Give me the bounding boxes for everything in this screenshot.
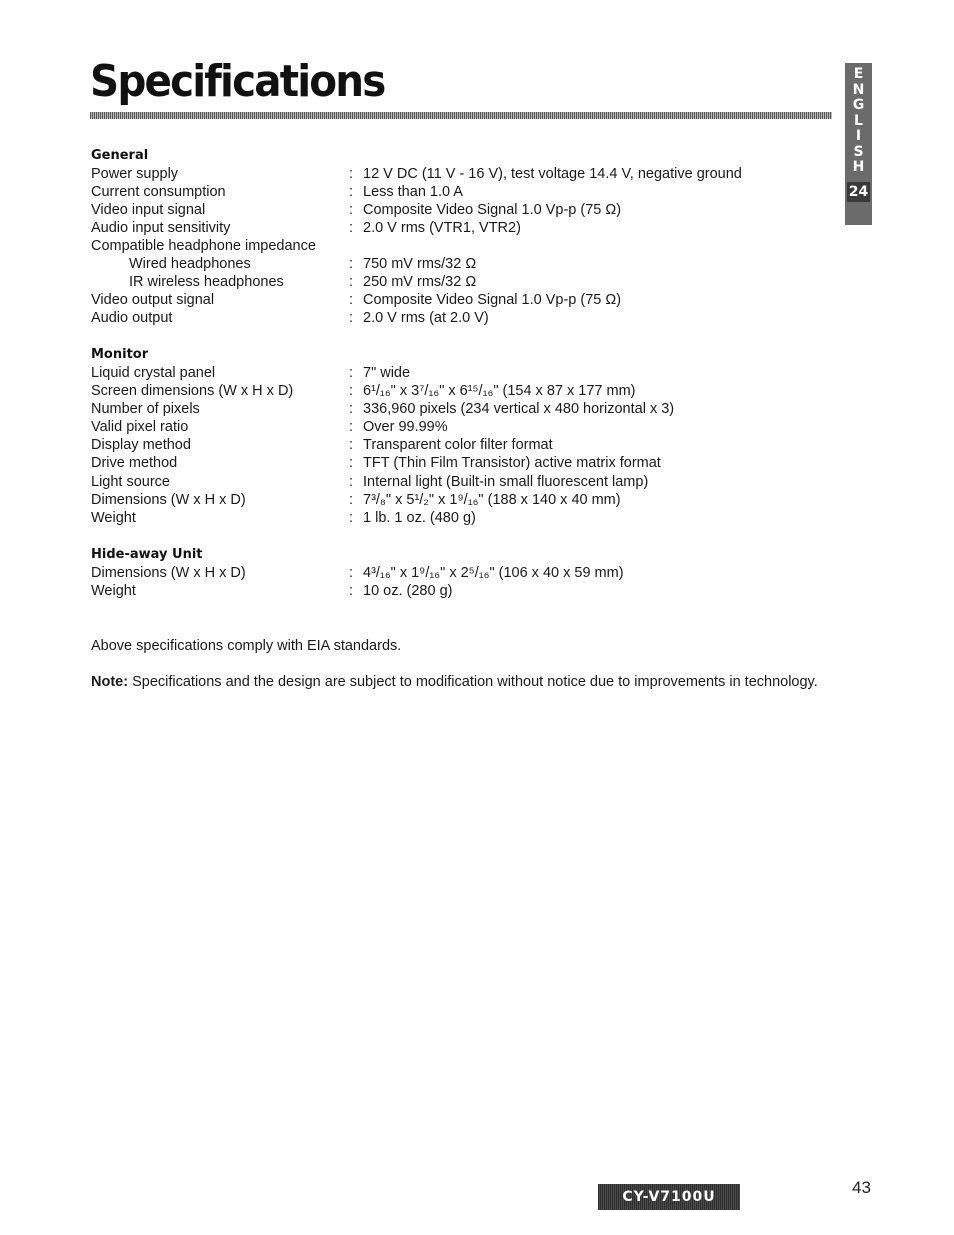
spec-value: 7" wide — [363, 365, 411, 381]
spec-value: 250 mV rms/32 Ω — [363, 274, 477, 290]
section-heading-general: General — [91, 148, 149, 163]
spec-row: Dimensions (W x H x D) : 4³/₁₆" x 1⁹/₁₆" x 2⁵/₁₆" (106 x 40 x 59 mm) — [91, 565, 624, 581]
note-text: Specifications and the design are subject to modification without notice due to improvements in technology. — [132, 674, 818, 690]
spec-row: Current consumption : Less than 1.0 A — [91, 184, 463, 200]
spec-label: Valid pixel ratio — [91, 419, 189, 435]
spec-label: Display method — [91, 437, 191, 453]
note — [91, 673, 818, 691]
spec-label: IR wireless headphones — [129, 274, 284, 290]
spec-value: Over 99.99% — [363, 419, 448, 435]
spec-row — [91, 237, 831, 255]
spec-value: 10 oz. (280 g) — [363, 583, 453, 599]
spec-value: 2.0 V rms (at 2.0 V) — [363, 310, 489, 326]
model-badge: CY-V7100U — [598, 1184, 740, 1210]
note-label: Note: — [91, 674, 129, 690]
section-heading-hideaway: Hide-away Unit — [91, 547, 203, 562]
spec-label: Power supply — [91, 166, 179, 182]
spec-label: Audio output — [91, 310, 173, 326]
spec-value: 12 V DC (11 V - 16 V), test voltage 14.4 V, negative ground — [363, 166, 742, 182]
language-tab-letter: H — [852, 159, 865, 175]
spec-row: IR wireless headphones : 250 mV rms/32 Ω — [129, 274, 477, 290]
spec-row: Weight : 1 lb. 1 oz. (480 g) — [91, 510, 476, 526]
spec-label: Light source — [91, 474, 170, 490]
spec-value: 1 lb. 1 oz. (480 g) — [363, 510, 476, 526]
spec-row: Audio input sensitivity : 2.0 V rms (VTR1, VTR2) — [91, 220, 521, 236]
spec-row: Drive method : TFT (Thin Film Transistor) active matrix format — [91, 455, 661, 471]
spec-label: Weight — [91, 583, 136, 599]
spec-value: 7³/₈" x 5¹/₂" x 1⁹/₁₆" (188 x 140 x 40 mm) — [363, 492, 621, 508]
spec-value: Internal light (Built-in small fluorescent lamp) — [363, 474, 649, 490]
compliance-text: Above specifications comply with EIA standards. — [91, 638, 402, 654]
spec-label: Drive method — [91, 455, 178, 471]
spec-row: Video input signal : Composite Video Signal 1.0 Vp-p (75 Ω) — [91, 202, 622, 218]
spec-value: Transparent color filter format — [363, 437, 553, 453]
spec-label: Wired headphones — [129, 256, 251, 272]
spec-label: Video input signal — [91, 202, 206, 218]
spec-label: Current consumption — [91, 184, 226, 200]
spec-label: Audio input sensitivity — [91, 220, 231, 236]
language-tab-letter: I — [855, 128, 862, 144]
spec-label: Compatible headphone impedance — [91, 238, 316, 254]
spec-label: Dimensions (W x H x D) — [91, 492, 246, 508]
spec-value: 2.0 V rms (VTR1, VTR2) — [363, 220, 521, 236]
spec-value: TFT (Thin Film Transistor) active matrix format — [363, 455, 661, 471]
spec-row: Number of pixels : 336,960 pixels (234 vertical x 480 horizontal x 3) — [91, 401, 675, 417]
spec-row: Screen dimensions (W x H x D) : 6¹/₁₆" x 3⁷/₁₆" x 6¹⁵/₁₆" (154 x 87 x 177 mm) — [91, 383, 636, 399]
spec-row: Dimensions (W x H x D) : 7³/₈" x 5¹/₂" x 1⁹/₁₆" (188 x 140 x 40 mm) — [91, 492, 621, 508]
spec-row: Video output signal : Composite Video Signal 1.0 Vp-p (75 Ω) — [91, 292, 622, 308]
spec-value: 336,960 pixels (234 vertical x 480 horizontal x 3) — [363, 401, 675, 417]
spec-row: Wired headphones : 750 mV rms/32 Ω — [129, 256, 477, 272]
spec-value: Composite Video Signal 1.0 Vp-p (75 Ω) — [363, 202, 622, 218]
page-title: Specifications — [90, 56, 385, 107]
language-tab-number: 24 — [848, 183, 869, 200]
spec-value: 6¹/₁₆" x 3⁷/₁₆" x 6¹⁵/₁₆" (154 x 87 x 177 mm) — [363, 383, 636, 399]
spec-row: Light source : Internal light (Built-in small fluorescent lamp) — [91, 474, 649, 490]
spec-label: Screen dimensions (W x H x D) — [91, 383, 294, 399]
language-tab-letter: N — [852, 81, 865, 98]
spec-value: Less than 1.0 A — [363, 184, 463, 200]
spec-row: Display method : Transparent color filter format — [91, 437, 553, 453]
spec-row: Liquid crystal panel : 7" wide — [91, 365, 411, 381]
language-tab — [845, 63, 872, 225]
spec-row: Valid pixel ratio : Over 99.99% — [91, 419, 448, 435]
spec-value: Composite Video Signal 1.0 Vp-p (75 Ω) — [363, 292, 622, 308]
spec-value: 4³/₁₆" x 1⁹/₁₆" x 2⁵/₁₆" (106 x 40 x 59 mm) — [363, 565, 624, 581]
spec-label: Liquid crystal panel — [91, 365, 216, 381]
language-tab-letter: L — [854, 112, 863, 129]
language-tab-letter: S — [853, 143, 864, 160]
spec-label: Number of pixels — [91, 401, 200, 417]
spec-row: Audio output : 2.0 V rms (at 2.0 V) — [91, 310, 489, 326]
page-number: 43 — [852, 1178, 871, 1197]
spec-label: Dimensions (W x H x D) — [91, 565, 246, 581]
spec-value: 750 mV rms/32 Ω — [363, 256, 477, 272]
spec-label: Weight — [91, 510, 136, 526]
spec-row: Weight : 10 oz. (280 g) — [91, 583, 453, 599]
spec-label: Video output signal — [91, 292, 215, 308]
language-tab-letter: G — [852, 97, 865, 113]
spec-row: Power supply : 12 V DC (11 V - 16 V), test voltage 14.4 V, negative ground — [91, 166, 742, 182]
language-tab-letter: E — [853, 66, 864, 82]
title-divider — [90, 112, 832, 119]
section-heading-monitor: Monitor — [91, 347, 149, 362]
